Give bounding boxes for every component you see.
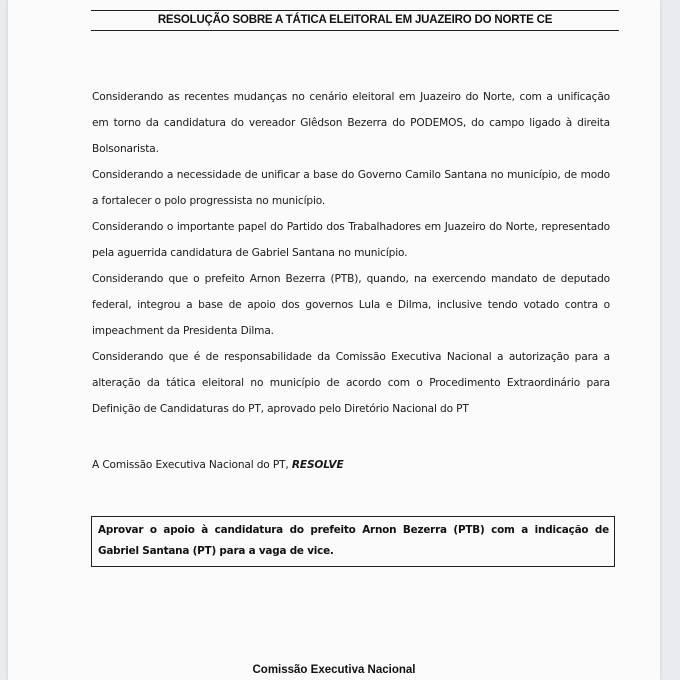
resolve-keyword: RESOLVE xyxy=(291,459,344,471)
signature: Comissão Executiva Nacional xyxy=(252,664,416,676)
resolve-statement xyxy=(92,452,344,478)
paragraph-1: Considerando as recentes mudanças no cenário eleitoral em Juazeiro do Norte, com a unificação em torno da candidatura do vereador Glêdson Bezerra do PODEMOS, do campo ligado à direita Bolsonarista. xyxy=(92,91,610,155)
document-page xyxy=(8,0,660,680)
paragraph-3: Considerando o importante papel do Partido dos Trabalhadores em Juazeiro do Norte, representado pela aguerrida candidatura de Gabriel Santana no município. xyxy=(92,221,610,259)
paragraph-4: Considerando que o prefeito Arnon Bezerra (PTB), quando, na exercendo mandato de deputado federal, integrou a base de apoio dos governos Lula e Dilma, inclusive tendo votado contra o impeachment da Presidenta Dilma. xyxy=(92,273,610,337)
paragraph-5: Considerando que é de responsabilidade da Comissão Executiva Nacional a autorização para a alteração da tática eleitoral no município de acordo com o Procedimento Extraordinário para Definição de Candidaturas do PT, aprovado pelo Diretório Nacional do PT xyxy=(92,351,610,415)
paragraph-2: Considerando a necessidade de unificar a base do Governo Camilo Santana no município, de modo a fortalecer o polo progressista no município. xyxy=(92,169,610,207)
resolve-prefix: A Comissão Executiva Nacional do PT, xyxy=(92,459,292,471)
document-title: RESOLUÇÃO SOBRE A TÁTICA ELEITORAL EM JUAZEIRO DO NORTE CE xyxy=(91,10,619,31)
decision-box: Aprovar o apoio à candidatura do prefeito Arnon Bezerra (PTB) com a indicação de Gabriel Santana (PT) para a vaga de vice. xyxy=(91,516,615,567)
